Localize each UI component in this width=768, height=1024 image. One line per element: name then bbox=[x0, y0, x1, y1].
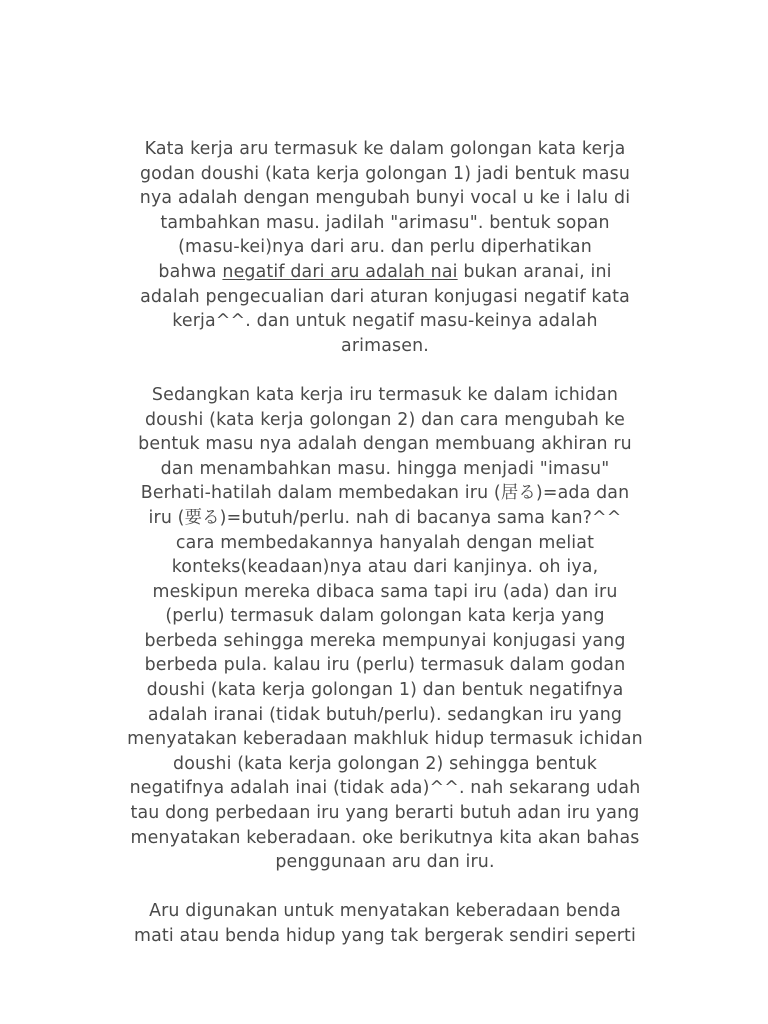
text-line: cara membedakannya hanyalah dengan meliat bbox=[175, 532, 595, 553]
text-line: Sedangkan kata kerja iru termasuk ke dalam ichidan bbox=[151, 384, 619, 405]
text-line: iru (要る)=butuh/perlu. nah di bacanya sama kan?^^ bbox=[148, 507, 622, 528]
text-line: dan menambahkan masu. hingga menjadi "imasu" bbox=[160, 458, 610, 479]
text-line: meskipun mereka dibaca sama tapi iru (ada) dan iru bbox=[152, 581, 618, 602]
text-line: Berhati-hatilah dalam membedakan iru (居る)=ada dan bbox=[140, 483, 630, 504]
text-before-underline: bahwa bbox=[158, 261, 223, 282]
text-line: arimasen. bbox=[341, 335, 429, 356]
text-line: adalah pengecualian dari aturan konjugasi negatif kata bbox=[140, 286, 630, 307]
text-line: Kata kerja aru termasuk ke dalam golongan kata kerja bbox=[144, 139, 626, 159]
text-line: adalah iranai (tidak butuh/perlu). sedangkan iru yang bbox=[147, 704, 623, 725]
text-line: bentuk masu nya adalah dengan membuang akhiran ru bbox=[138, 434, 632, 455]
text-line: negatifnya adalah inai (tidak ada)^^. nah sekarang udah bbox=[129, 778, 641, 799]
text-line: godan doushi (kata kerja golongan 1) jadi bentuk masu bbox=[139, 163, 631, 184]
text-line: menyatakan keberadaan. oke berikutnya kita akan bahas bbox=[130, 827, 640, 848]
text-line: menyatakan keberadaan makhluk hidup termasuk ichidan bbox=[127, 729, 643, 750]
text-line: tambahkan masu. jadilah "arimasu". bentuk sopan bbox=[160, 212, 610, 233]
text-line: kerja^^. dan untuk negatif masu-keinya adalah bbox=[172, 311, 598, 332]
text-line-underlined bbox=[80, 260, 690, 285]
text-line: (perlu) termasuk dalam golongan kata kerja yang bbox=[165, 606, 605, 627]
paragraph-aru bbox=[80, 137, 690, 358]
text-line: doushi (kata kerja golongan 2) dan cara mengubah ke bbox=[144, 409, 626, 430]
text-line: konteks(keadaan)nya atau dari kanjinya. oh iya, bbox=[171, 557, 599, 578]
paragraph-iru bbox=[80, 383, 690, 875]
text-line: mati atau benda hidup yang tak bergerak sendiri seperti bbox=[134, 926, 636, 946]
document-body bbox=[80, 137, 690, 973]
text-line: (masu-kei)nya dari aru. dan perlu diperhatikan bbox=[178, 237, 592, 258]
text-line: nya adalah dengan mengubah bunyi vocal u ke i lalu di bbox=[139, 188, 631, 209]
text-line: tau dong perbedaan iru yang berarti butuh adan iru yang bbox=[130, 803, 640, 824]
text-line: doushi (kata kerja golongan 2) sehingga bentuk bbox=[173, 753, 597, 774]
text-line: doushi (kata kerja golongan 1) dan bentuk negatifnya bbox=[146, 680, 624, 701]
paragraph-aru-usage bbox=[80, 899, 690, 948]
text-line: penggunaan aru dan iru. bbox=[275, 852, 495, 873]
underlined-phrase: negatif dari aru adalah nai bbox=[222, 261, 458, 282]
text-line: Aru digunakan untuk menyatakan keberadaan benda bbox=[149, 901, 621, 922]
text-line: berbeda sehingga mereka mempunyai konjugasi yang bbox=[144, 630, 626, 651]
text-after-underline: bukan aranai, ini bbox=[457, 261, 612, 282]
text-line: berbeda pula. kalau iru (perlu) termasuk dalam godan bbox=[144, 655, 626, 676]
